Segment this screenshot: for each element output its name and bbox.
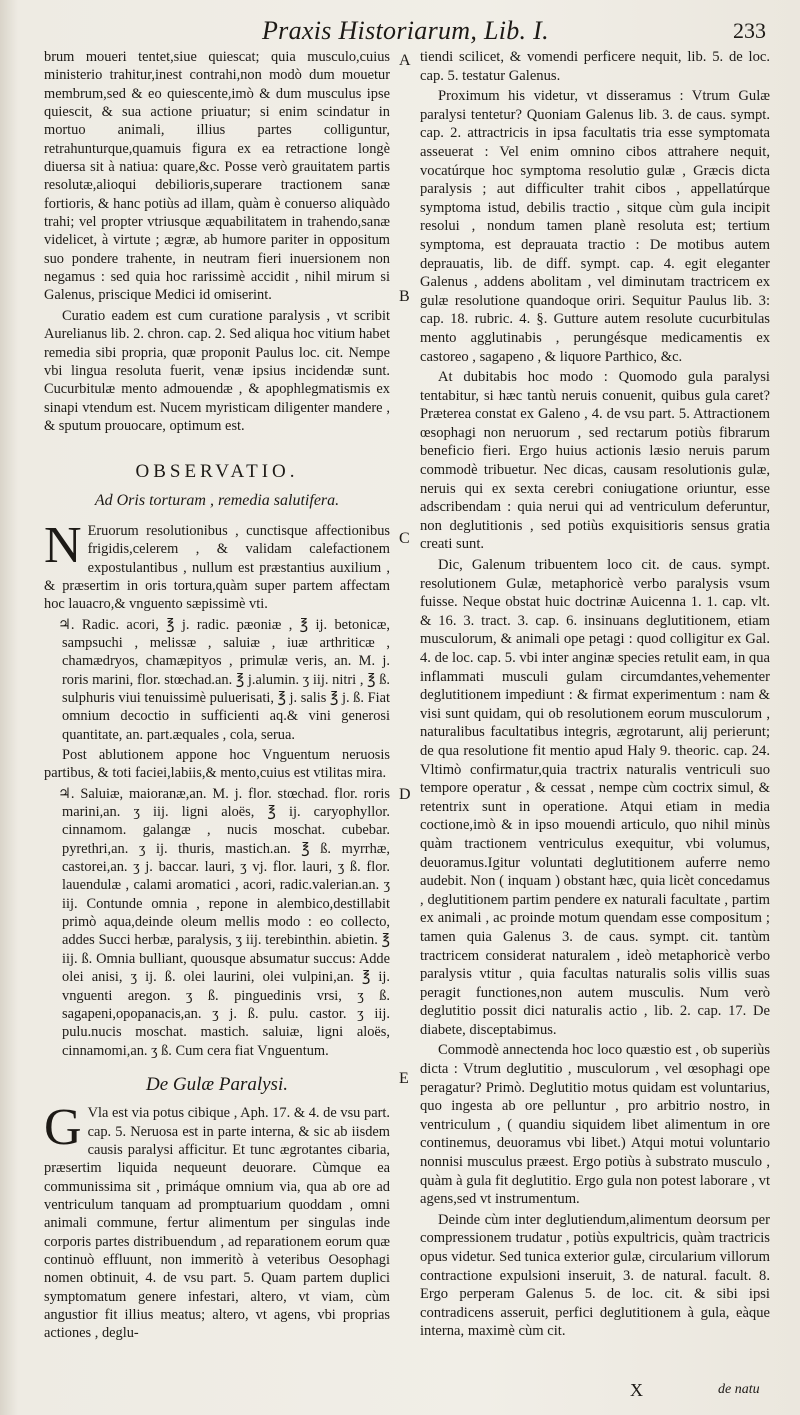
right-column: [420, 48, 770, 1341]
paragraph: [44, 516, 390, 614]
margin-letter: E: [399, 1070, 409, 1087]
recipe: ♃. Saluiæ, maioranæ,an. M. j. flor. stœchad. flor. roris marini,an. ʒ iij. ligni aloës, ℥ ij. caryophyllor. cinnamom. galangæ , nucis moschat. cubebar. pyrethri,an. ʒ ij. thuris, mastich.an. ℥ ß. myrrhæ, castorei,an. ʒ j. baccar. lauri, ʒ vj. flor. lauri, ʒ ß. flor. lauendulæ , calami aromatici , acori, radic.valerian.an. ʒ iij. Contunde omnia , repone in alembico,destillabit primò aqua,deinde oleum mellis modo : eo collecto, addes Succi herbæ, paralysis, ʒ iij. terebinthin. abietin. ℥ iij. ß. Omnia bulliant, quousque absumatur succus: Adde olei anisi, ʒ ij. ß. olei laurini, olei vulpini,an. ℥ ij. vnguenti aregon. ʒ ß. pinguedinis vrsi, ʒ ß. sagapeni,opopanacis,an. ʒ j. ß. pulu. castor. ʒ iij. pulu.nucis moschat. mastich. saluiæ, ligni aloës, cinnamomi,an. ʒ ß. Cum cera fiat Vnguentum.: [58, 785, 390, 1059]
margin-letter: B: [399, 288, 410, 305]
paragraph: Curatio eadem est cum curatione paralysis , vt scribit Aurelianus lib. 2. chron. cap. 2. Sed aliqua hoc vitium habet remedia sibi propria, quæ proponit Paulus loc. cit. Nempe vbi lingua resoluta fuerit, venæ ipsius incidendæ sunt. Cucurbitulæ mento admouendæ , & apophlegmatismis ex sinapi vtendum est. Nucem myristicam diligenter mandere , & sputum prouocare, optimum est.: [44, 307, 390, 434]
paragraph: At dubitabis hoc modo : Quomodo gula paralysi tentabitur, si hæc tantù neruis conuenit, quibus gula caret? Præterea constat ex Galeno , 4. de vsu part. 5. Attractionem œsophagi non neruorum , sed rectarum potiùs fibrarum beneficio fieri. Ergo huius actionis læsio neruis parum commodè tribuetur. Nec dicas, causam resolutionis gulæ, neruis qui ex sexta cerebri coniugatione oriuntur, esse adscribendam : quia nerui qui ad ventriculum deferuntur, non deglutitionis , sed potiùs exquisitioris sensus gratia creati sunt.: [420, 369, 770, 553]
section-subheading: Ad Oris torturam , remedia salutifera.: [94, 491, 340, 509]
section-heading: OBSERVATIO.: [135, 461, 299, 483]
paragraph: Post ablutionem appone hoc Vnguentum neruosis partibus, & toti faciei,labiis,& mento,cuius est vtilitas mira.: [44, 747, 390, 782]
recipe: ♃. Radic. acori, ℥ j. radic. pæoniæ , ℥ ij. betonicæ, sampsuchi , melissæ , saluiæ , iuæ arthriticæ , chamædryos, chamæpityos , primulæ veris, an. M. j. roris marini, flor. stœchad.an. ℥ j.alumin. ʒ iij. nitri , ℥ ß. sulphuris viui tenuissimè puluerisati, ℥ j. salis ℥ j. ß. Fiat omnium decoctio in sufficienti aq.& vini generosi quantitate, an. part.æquales , cola, serua.: [58, 616, 390, 743]
running-title: Praxis Historiarum, Lib. I.: [262, 16, 549, 45]
drop-cap: G: [44, 1099, 82, 1157]
drop-cap: N: [44, 516, 82, 574]
signature-mark: X: [630, 1380, 643, 1400]
paragraph-text: Eruorum resolutionibus , cunctisque affectionibus frigidis,celerem , & validam calefactionem expostulantibus , nullum est præstantius auxilium , & præsertim in oris tortura,quàm super partem affectam hoc lauacro,& vnguento sæpissimè vti.: [44, 522, 390, 613]
left-column: [44, 48, 390, 1343]
paragraph-text: Vla est via potus cibique , Aph. 17. & 4. de vsu part. cap. 5. Neruosa est in parte interna, & sic ab iisdem causis paralysi afficitur. Et tunc ægrotantes cibaria, præsertim liquida nequeunt deuorare. Cùmque ea communissima sit , primáque omnium via, qua ab ore ad ventriculum tanquam ad promptuarium quoddam , omni animali commune, fertur alimentum per singulas inde corporis partes distribuendum , ad reparationem eorum quæ continuò effluunt, non immeritò à veteribus Oesophagi nomen obtinuit, 4. de vsu part. 5. Quam partem duplici symptomatum genere infestari, altero, vt viam, cùm angustior fit illius meatus; altero, vt agens, vbi proprias actiones , deglu-: [44, 1105, 390, 1342]
paragraph: Commodè annectenda hoc loco quæstio est , ob superiùs dicta : Vtrum deglutitio , musculorum , vel œsophagi ope peragatur? Primò. Deglutitio motus quidam est voluntarius, quo ingesta ab ore pelluntur , pro arbitrio nostro, in ventriculum , ( quandiu siquidem libet alimentum in ore continemus, deuoramus vbi libet.) Atqui motui voluntario nonnisi musculus præest. Ergo potiùs à substrato musculo , quàm à gula fit deglutitio. Ergo gula non potest laborare , vt agens,sed vt instrumentum.: [420, 1042, 770, 1208]
paragraph: Dic, Galenum tribuentem loco cit. de caus. sympt. resolutionem Gulæ, metaphoricè verbo paralysis vsum fuisse. Neque obstat huic doctrinæ Auicenna 1. 1. cap. vlt. & 16. 3. tract. 3. cap. 6. insinuans deglutitionem, etiam musculorum, & animali ope petagi : quod colligitur ex Gal. 4. de loc. cap. 5. vbi inter anginæ species retulit eam, in qua inflammati musculi gulam circumdantes,vehementer deglutitionem impediunt : & firmat experimentum : nam & visi sunt quidam, qui ob resolutionem eorum musculorum , naturalibus facultatibus integris, ægrotarunt, alij perierunt; de qua resolutione fit mentio apud Haly 9. theoric. cap. 24. Vltimò confirmatur,quia tractrix naturalis ventriculi suo tempore operatur , & cessat , nempe cùm coctrix simul, & retentrix sunt in operatione. Atqui etiam in media coctione,imò & in ipso mouendi articulo, quo nihil minùs quàm tractionem ventriculus exequitur, vbi volumus, deuoramus.Igitur voluntati deglutitionem auferre nemo audebit. Non ( inquam ) obstant hæc, quia licèt concedamus , deglutitionem partim pendere ex naturali facultate , partim ex animali , ac proinde motum quendam esse compositum ; tamen quia Galenus 3. de caus. sympt. cit. tantùm tractricem considerat naturalem , ideò metaphoricè verbo paralysis vtitur , quia facultas naturalis solis villis suas peragit functiones,non autem musculis. Num verò deglutitio possit dici naturalis actio , lib. 2. cap. 17. De diabete, disceptabimus.: [420, 557, 770, 1038]
paragraph: Deinde cùm inter deglutiendum,alimentum deorsum per compressionem trudatur , potiùs expultricis, quàm tractricis opus videtur. Sed tunica exterior gulæ, circularium villorum contractione expulsioni inseruit, 3. de natural. facult. 8. Ergo perperam Galenus 5. de loc. cit. & sibi ipsi contradicens asseruit, perfici deglutitionem à gula, eàque interna, maximè cùm cit.: [420, 1211, 770, 1340]
paragraph: tiendi scilicet, & vomendi perficere nequit, lib. 5. de loc. cap. 5. testatur Galenus.: [420, 49, 770, 84]
paragraph: [44, 1099, 390, 1342]
page-number: 233: [733, 18, 766, 43]
section-heading: De Gulæ Paralysi.: [146, 1073, 288, 1095]
margin-letter: C: [399, 530, 410, 547]
page-header: [0, 12, 800, 48]
paragraph: Proximum his videtur, vt disseramus : Vtrum Gulæ paralysi tentetur? Quoniam Galenus lib. 3. de caus. sympt. cap. 2. attractricis in ipsa facultatis tria esse symptomata asseuerat : Vel enim omnino cibos attrahere nequit, vocatúrque hoc symptoma resolutio gulæ , Græcis dicta paralysis ; aut difficulter trahit cibos , appellatúrque symptoma istud, debilis tractio , sitque cùm gula incipit resolui , nondum tamen planè resoluta est; tertium symptoma, est deprauata tractio : De motibus autem deprauatis, lib. de diff. sympt. cap. 4. egit eleganter Galenus , addens abolitam , vel diminutam tractricem ex gulæ resolutione quandoque oriri. Sequitur Paulus lib. 3: cap. 18. rubric. 4. §. Gutture autem resolute cucurbitulas mento agglutinabis , perungésque medicamentis ex castoreo , sagapeno , & liquore Parthico, &c.: [420, 88, 770, 365]
margin-letter: A: [399, 52, 411, 69]
margin-letter: D: [399, 786, 411, 803]
paragraph: brum moueri tentet,siue quiescat; quia musculo,cuius ministerio trahitur,inest contrahi,non modò dum mouetur membrum,sed & eo quiescente,imò & dum musculus ipse quiescit, & sua actione priuatur; si enim scindatur in mortuo animali, illius partes colliguntur, retrahunturque,quamuis figura ex ea retractione longè diuersa sit à natiua: quare,&c. Posse verò grauitatem partis resolutæ,alioqui debilioris,superare tractionem sanæ fortioris, & hanc potiùs ad illam, quàm è conuerso aliquàdo trahi; vel propter vtriusque æquabilitatem in trahendo,sanæ videlicet, à virtute ; ægræ, ab humore pariter in oppositum suo pondere trahente, in neutram fieri inuersionem non negamus : sed quia hoc rarissimè accidit , nihil mirum si Galenus, priscique Medici id omiserint.: [44, 49, 390, 304]
catchword: de natu: [718, 1382, 760, 1397]
